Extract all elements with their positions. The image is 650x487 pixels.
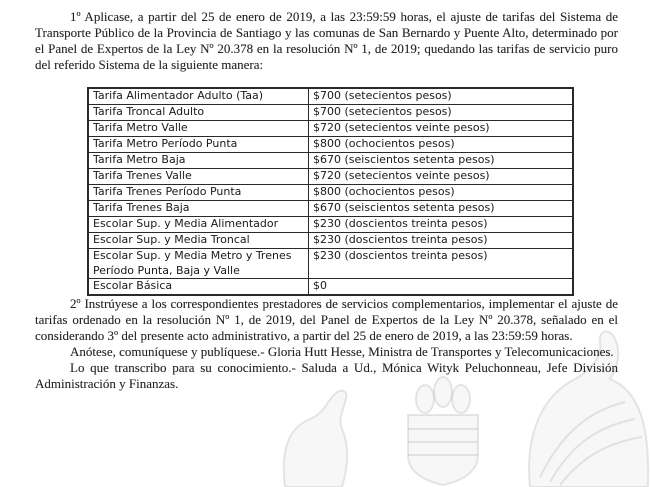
paragraph-resolution-1: 1º Aplicase, a partir del 25 de enero de 2019, a las 23:59:59 horas, el ajuste de tarifas del Sistema de Transporte Público de la Provincia de Santiago y las comunas de San Bernardo y Puente Alto, determinado por el Panel de Expertos de la Ley Nº 20.378 en la resolución Nº 1, de 2019; quedando las tarifas de servicio puro del referido Sistema de la siguiente manera: <box>35 9 618 72</box>
tariff-concept-cell: Tarifa Troncal Adulto <box>88 105 309 121</box>
closing-transcription-paragraph: Lo que transcribo para su conocimiento.- Saluda a Ud., Mónica Wityk Peluchonneau, Jefe División Administración y Finanzas. <box>35 360 618 391</box>
table-row <box>88 185 573 201</box>
tariff-concept-cell: Escolar Sup. y Media Troncal <box>88 233 309 249</box>
tariff-concept-cell: Tarifa Trenes Valle <box>88 169 309 185</box>
tariff-concept-cell: Escolar Sup. y Media Alimentador <box>88 217 309 233</box>
tariff-concept-cell: Tarifa Metro Valle <box>88 121 309 137</box>
tariff-value-cell: $800 (ochocientos pesos) <box>309 185 574 201</box>
tariff-value-cell: $230 (doscientos treinta pesos) <box>309 217 574 233</box>
table-row <box>88 105 573 121</box>
tariff-value-cell: $230 (doscientos treinta pesos) <box>309 233 574 249</box>
table-row <box>88 279 573 296</box>
tariff-value-cell: $720 (setecientos veinte pesos) <box>309 121 574 137</box>
tariff-concept-cell: Escolar Básica <box>88 279 309 296</box>
tariff-concept-cell: Tarifa Trenes Período Punta <box>88 185 309 201</box>
tariff-concept-cell: Tarifa Metro Período Punta <box>88 137 309 153</box>
table-row <box>88 153 573 169</box>
paragraph-resolution-2: 2º Instrúyese a los correspondientes prestadores de servicios complementarios, implementar el ajuste de tarifas ordenado en la resolución Nº 1, de 2019, del Panel de Expertos de la Ley Nº 20.378, señalado en el considerando 3º del presente acto administrativo, a partir del 25 de enero de 2019, a las 23:59:59 horas. <box>35 296 618 343</box>
tariff-value-cell: $230 (doscientos treinta pesos) <box>309 249 574 279</box>
table-row <box>88 249 573 279</box>
tariff-value-cell: $800 (ochocientos pesos) <box>309 137 574 153</box>
tariff-concept-cell: Tarifa Alimentador Adulto (Taa) <box>88 88 309 105</box>
tariff-concept-cell: Escolar Sup. y Media Metro y Trenes Período Punta, Baja y Valle <box>88 249 309 279</box>
table-row <box>88 121 573 137</box>
tariff-concept-cell: Tarifa Metro Baja <box>88 153 309 169</box>
tariff-value-cell: $720 (setecientos veinte pesos) <box>309 169 574 185</box>
tariff-value-cell: $700 (setecientos pesos) <box>309 105 574 121</box>
tariff-value-cell: $700 (setecientos pesos) <box>309 88 574 105</box>
tariff-value-cell: $670 (seiscientos setenta pesos) <box>309 201 574 217</box>
table-row <box>88 233 573 249</box>
table-row <box>88 201 573 217</box>
tariff-table <box>87 87 574 296</box>
tariff-value-cell: $0 <box>309 279 574 296</box>
closing-publication-paragraph: Anótese, comuníquese y publíquese.- Gloria Hutt Hesse, Ministra de Transportes y Telecomunicaciones. <box>70 344 614 359</box>
tariff-concept-cell: Tarifa Trenes Baja <box>88 201 309 217</box>
table-row <box>88 217 573 233</box>
tariff-value-cell: $670 (seiscientos setenta pesos) <box>309 153 574 169</box>
table-row <box>88 88 573 105</box>
table-row <box>88 137 573 153</box>
table-row <box>88 169 573 185</box>
